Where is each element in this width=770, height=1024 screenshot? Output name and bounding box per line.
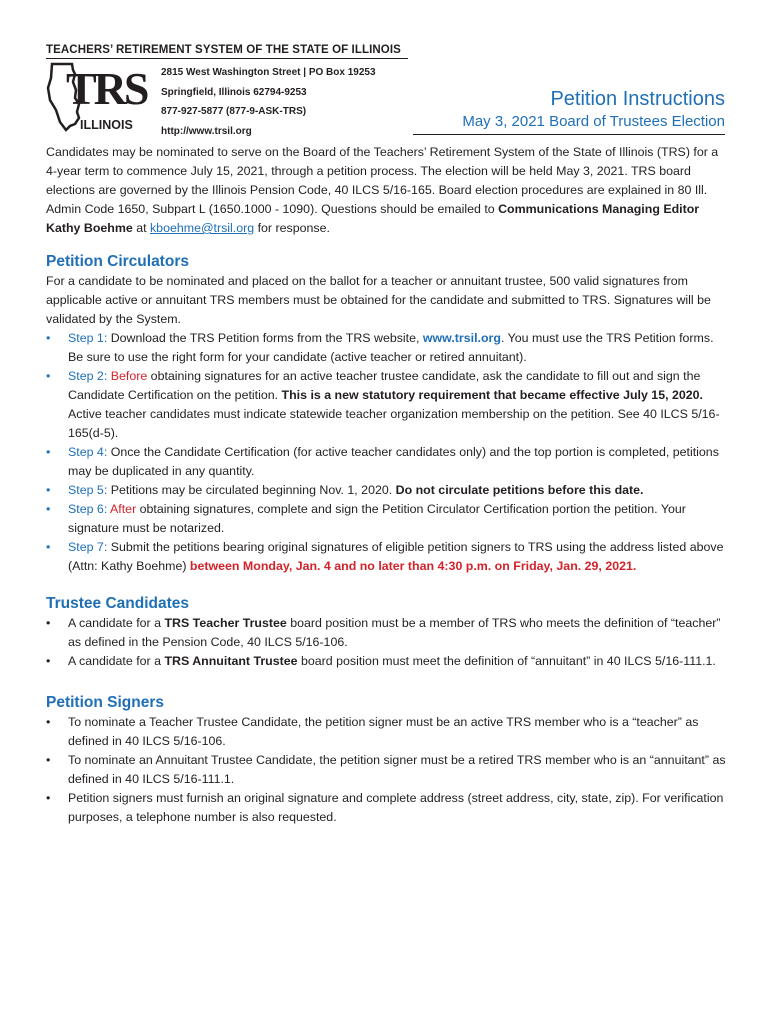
circulators-intro: For a candidate to be nominated and placed on the ballot for a teacher or annuitant trustee, 500 valid signatures from applicable active or annuitant TRS members must be obtained for the candidate and submitted to TRS. Signatures will be validated by the System.	[46, 274, 711, 326]
step-4: • Step 4: Once the Candidate Certification (for active teacher candidates only) and the top portion is completed, petitions may be duplicated in any quantity.	[46, 443, 726, 481]
website-link[interactable]: http://www.trsil.org	[161, 125, 252, 137]
svg-text:TRS: TRS	[66, 63, 147, 114]
step-2: • Step 2: Before obtaining signatures for an active teacher trustee candidate, ask the candidate to fill out and sign the Candidate Certification on the petition. This is a new statutory requirement that became effective July 15, 2020. Active teacher candidates must indicate statewide teacher organization membership on the petition. See 40 ILCS 5/16-165(d-5).	[46, 367, 726, 443]
contact-block	[161, 63, 376, 141]
contact-name: Communications Managing Editor Kathy Boehme	[46, 202, 700, 235]
signer-item-teacher: • To nominate a Teacher Trustee Candidate, the petition signer must be an active TRS member who is a “teacher” as defined in 40 ILCS 5/16-106.	[46, 713, 726, 751]
petition-circulators-heading: Petition Circulators	[46, 253, 189, 270]
svg-text:ILLINOIS: ILLINOIS	[80, 118, 133, 132]
trustee-candidates-heading: Trustee Candidates	[46, 595, 189, 612]
title-rule	[413, 134, 725, 135]
petition-signers-list	[46, 713, 726, 827]
trustee-candidates-list	[46, 614, 726, 671]
petition-signers-heading: Petition Signers	[46, 694, 164, 711]
signer-item-annuitant: • To nominate an Annuitant Trustee Candidate, the petition signer must be a retired TRS member who is an “annuitant” as defined in 40 ILCS 5/16-111.1.	[46, 751, 726, 789]
email-link[interactable]: kboehme@trsil.org	[149, 221, 255, 235]
org-name-rule	[46, 58, 408, 59]
city-state-zip: Springfield, Illinois 62794-9253	[161, 86, 307, 98]
trs-website-link[interactable]: www.trsil.org	[422, 331, 501, 345]
step-7: • Step 7: Submit the petitions bearing original signatures of eligible petition signers to TRS using the address listed above (Attn: Kathy Boehme) between Monday, Jan. 4 and no later than 4:30 p.m. on Friday, Jan. 29, 2021.	[46, 538, 726, 576]
intro-paragraph: Candidates may be nominated to serve on the Board of the Teachers’ Retirement System of the State of Illinois (TRS) for a 4-year term to commence July 15, 2021, through a petition process. The election will be held May 3, 2021. TRS board elections are governed by the Illinois Pension Code, 40 ILCS 5/16-165. Board election procedures are explained in 80 Ill. Admin Code 1650, Subpart L (1650.1000 - 1090). Questions should be emailed to Communications Managing Editor Kathy Boehme at kboehme@trsil.org for response.	[46, 145, 719, 235]
document-body	[46, 143, 726, 827]
signer-item-requirements: • Petition signers must furnish an original signature and complete address (street address, city, state, zip). For verification purposes, a telephone number is also requested.	[46, 789, 726, 827]
step-1: • Step 1: Download the TRS Petition forms from the TRS website, www.trsil.org. You must use the TRS Petition forms. Be sure to use the right form for your candidate (active teacher or retired annuitant).	[46, 329, 726, 367]
trs-illinois-logo	[46, 60, 156, 132]
step-5: • Step 5: Petitions may be circulated beginning Nov. 1, 2020. Do not circulate petitions before this date.	[46, 481, 726, 500]
teacher-trustee-item: • A candidate for a TRS Teacher Trustee board position must be a member of TRS who meets the definition of “teacher” as defined in the Pension Code, 40 ILCS 5/16-106.	[46, 614, 726, 652]
letterhead	[0, 0, 770, 140]
circulator-steps-list	[46, 329, 726, 576]
organization-name: TEACHERS’ RETIREMENT SYSTEM OF THE STATE OF ILLINOIS	[46, 44, 401, 56]
phone-number: 877-927-5877 (877-9-ASK-TRS)	[161, 106, 307, 117]
street-address: 2815 West Washington Street | PO Box 19253	[161, 67, 376, 78]
step-6: • Step 6: After obtaining signatures, complete and sign the Petition Circulator Certification portion the petition. Your signature must be notarized.	[46, 500, 726, 538]
annuitant-trustee-item: • A candidate for a TRS Annuitant Trustee board position must meet the definition of “annuitant” in 40 ILCS 5/16-111.1.	[46, 652, 726, 671]
page-subtitle: May 3, 2021 Board of Trustees Election	[462, 113, 725, 130]
page-title: Petition Instructions	[550, 88, 725, 110]
